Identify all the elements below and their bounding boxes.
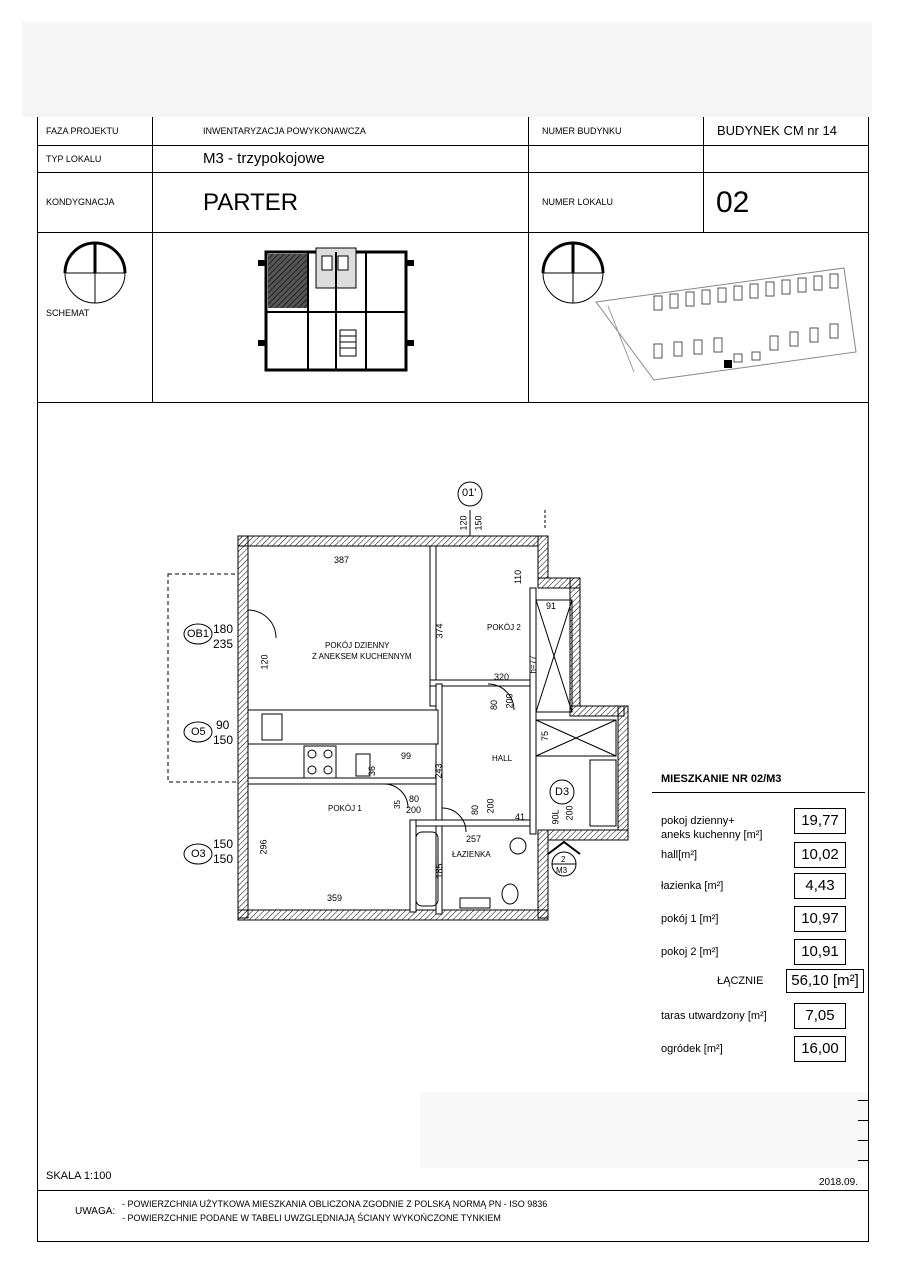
typ-lokalu-value: M3 - trzypokojowe: [203, 150, 325, 167]
dim-150: 150: [473, 515, 484, 531]
dim-41: 41: [515, 812, 526, 822]
dim-80a: 80: [489, 699, 500, 711]
faza-projektu-value: INWENTARYZACJA POWYKONAWCZA: [203, 126, 366, 136]
room-bath-label: ŁAZIENKA: [452, 850, 491, 859]
legend-row-label: hall[m²]: [661, 849, 698, 861]
legend-row-value: 4,43: [794, 873, 846, 899]
dim-185: 185: [434, 863, 445, 879]
scale-label: SKALA 1:100: [46, 1170, 112, 1182]
legend-row-label: łazienka [m²]: [661, 880, 724, 892]
uwaga-label: UWAGA:: [75, 1206, 116, 1217]
dim-90l: 90L: [550, 809, 561, 825]
window-tag-ob1: OB1: [187, 628, 210, 640]
floor-plan: [150, 470, 650, 940]
dim-80c: 80: [470, 804, 481, 816]
date-label: 2018.09.: [819, 1177, 858, 1188]
top-band: [22, 22, 872, 117]
north-compass-icon: [62, 240, 128, 306]
note-2: - POWIERZCHNIE PODANE W TABELI UWZGLĘDNIAJĄ ŚCIANY WYKOŃCZONE TYNKIEM: [122, 1213, 501, 1223]
numer-lokalu-value: 02: [716, 186, 750, 219]
legend-extra-value: 7,05: [794, 1003, 846, 1029]
dim-320: 320: [494, 672, 510, 682]
legend-row-label: pokój 1 [m²]: [661, 913, 719, 925]
dim-75: 75: [540, 730, 551, 742]
room-1-label: POKÓJ 1: [328, 804, 362, 813]
legend-extra-value: 16,00: [794, 1036, 846, 1062]
legend-row-value: 10,97: [794, 906, 846, 932]
dim-h77: h=77: [528, 655, 538, 674]
section-mark-top: 2: [561, 855, 566, 864]
dim-359: 359: [327, 893, 343, 903]
room-hall-label: HALL: [492, 754, 513, 763]
window-ob1-top: 180: [213, 622, 234, 636]
dim-36: 36: [367, 765, 378, 777]
stamp-area: [420, 1092, 868, 1168]
dim-200b: 200: [406, 805, 422, 815]
kondygnacja-value: PARTER: [203, 189, 299, 216]
legend-row-value: 10,02: [794, 842, 846, 868]
legend-extra-label: ogródek [m²]: [661, 1043, 723, 1055]
dim-200a: 200: [504, 693, 515, 709]
dim-110: 110: [513, 569, 524, 585]
window-o5-bottom: 150: [213, 733, 234, 747]
schemat-label: SCHEMAT: [46, 308, 90, 318]
dim-200d: 200: [564, 805, 575, 821]
section-mark-bottom: M3: [556, 866, 568, 875]
axis-label: 01': [462, 487, 477, 499]
dim-243: 243: [433, 763, 444, 779]
window-o5-top: 90: [216, 718, 230, 732]
window-o3-top: 150: [213, 837, 234, 851]
dim-120b: 120: [259, 654, 270, 670]
dim-99: 99: [401, 751, 412, 761]
dim-120: 120: [458, 515, 469, 531]
dim-80b: 80: [409, 794, 420, 804]
window-o3-bottom: 150: [213, 852, 234, 866]
room-living-label-2: Z ANEKSEM KUCHENNYM: [312, 652, 412, 661]
note-1: - POWIERZCHNIA UŻYTKOWA MIESZKANIA OBLICZONA ZGODNIE Z POLSKĄ NORMĄ PN - ISO 9836: [122, 1199, 548, 1209]
legend-row-value: 19,77: [794, 808, 846, 834]
dim-35: 35: [392, 800, 402, 809]
window-ob1-bottom: 235: [213, 637, 234, 651]
window-tag-o5: O5: [191, 726, 206, 738]
site-plan-image: [594, 262, 860, 384]
typ-lokalu-label: TYP LOKALU: [46, 154, 102, 164]
numer-budynku-value: BUDYNEK CM nr 14: [717, 123, 837, 138]
numer-budynku-label: NUMER BUDYNKU: [542, 126, 622, 136]
dim-387: 387: [334, 555, 350, 565]
numer-lokalu-label: NUMER LOKALU: [542, 197, 614, 207]
legend-row-label: pokoj dzienny+ aneks kuchenny [m²]: [661, 815, 763, 841]
legend-total-value: 56,10 [m²]: [786, 969, 864, 993]
dim-374: 374: [434, 623, 445, 639]
room-living-label-1: POKÓJ DZIENNY: [325, 641, 390, 650]
door-tag-d3: D3: [555, 786, 570, 798]
room-2-label: POKÓJ 2: [487, 623, 521, 632]
legend-row-value: 10,91: [794, 939, 846, 965]
building-schema-image: [258, 240, 418, 380]
dim-257: 257: [466, 834, 482, 844]
faza-projektu-label: FAZA PROJEKTU: [46, 126, 119, 136]
window-tag-o3: O3: [191, 848, 206, 860]
kondygnacja-label: KONDYGNACJA: [46, 197, 115, 207]
legend-row-label: pokoj 2 [m²]: [661, 946, 719, 958]
dim-91: 91: [546, 601, 557, 611]
legend-total-label: ŁĄCZNIE: [717, 975, 764, 987]
dim-200c: 200: [485, 798, 496, 814]
dim-296: 296: [258, 839, 269, 855]
legend-title: MIESZKANIE NR 02/M3: [661, 773, 782, 785]
legend-extra-label: taras utwardzony [m²]: [661, 1010, 767, 1022]
